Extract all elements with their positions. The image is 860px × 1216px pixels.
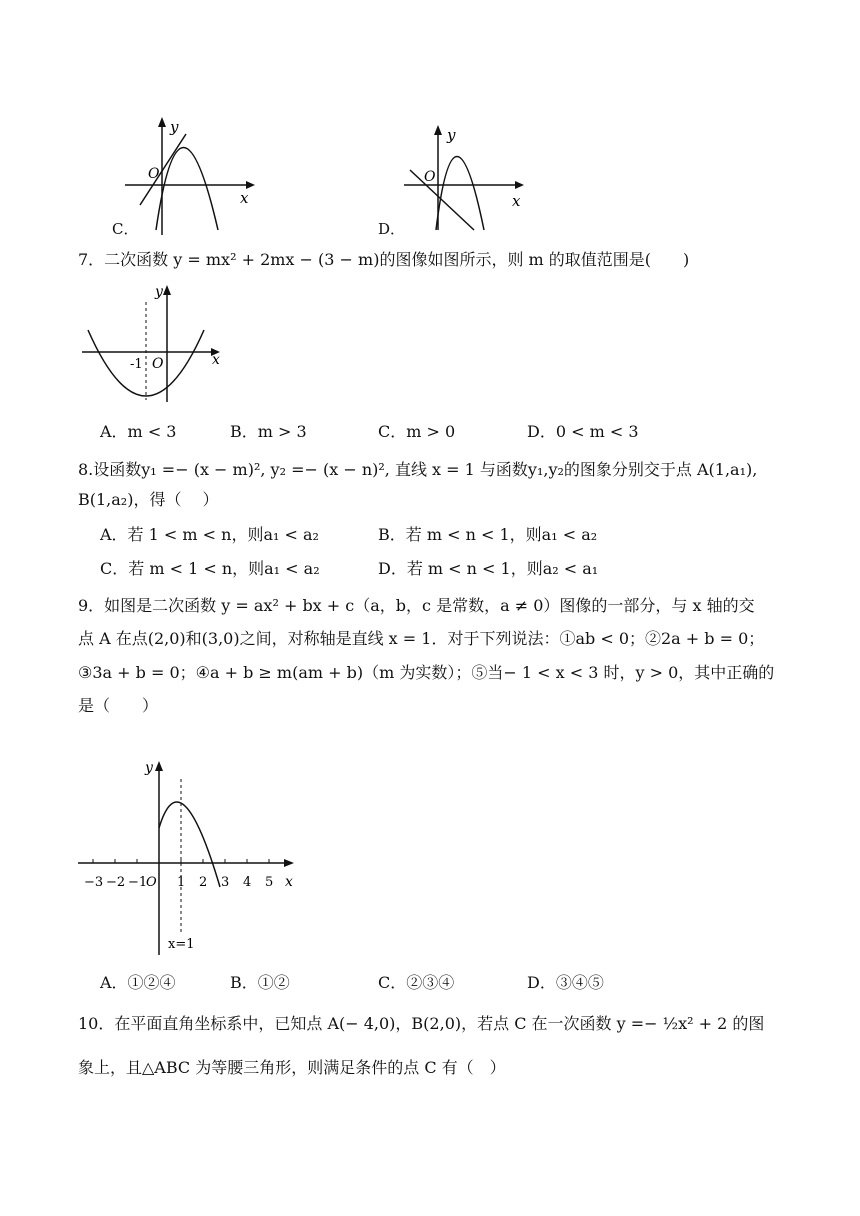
q7-option-d: D．0 < m < 3 <box>527 422 639 441</box>
y-axis-arrow <box>163 285 171 295</box>
axis-x-label: x <box>512 192 521 210</box>
axis-x-label: x <box>212 352 220 368</box>
q10-line-1: 10．在平面直角坐标系中，已知点 A(− 4,0)，B(2,0)，若点 C 在一次函数 y =− ½x² + 2 的图 <box>78 1014 765 1033</box>
straight-line <box>140 134 186 205</box>
x-tick-label: 2 <box>199 875 208 890</box>
q9-line-4: 是（ ） <box>78 696 159 715</box>
y-axis-arrow <box>434 125 442 135</box>
q8-line-2: B(1,a₂)，得（ ） <box>78 490 219 509</box>
x-tick-label: 3 <box>221 875 230 890</box>
parabola <box>156 148 218 231</box>
axis-y-label: y <box>155 284 163 300</box>
axis-x-label: x <box>240 189 249 207</box>
axis-x-label: x <box>285 874 293 890</box>
q7-option-a: A．m < 3 <box>100 422 177 441</box>
axis-y-label: y <box>170 118 179 136</box>
q9-line-1: 9．如图是二次函数 y = ax² + bx + c（a，b，c 是常数，a ≠ 0）图像的一部分，与 x 轴的交 <box>78 596 755 615</box>
axis-y-label: y <box>145 760 153 776</box>
q8-line-1: 8.设函数y₁ =− (x − m)², y₂ =− (x − n)², 直线 x = 1 与函数y₁,y₂的图象分别交于点 A(1,a₁), <box>78 460 758 479</box>
x-tick-label: −1 <box>128 875 148 890</box>
x-tick-label: −2 <box>106 875 126 890</box>
q8-option-c: C．若 m < 1 < n，则a₁ < a₂ <box>100 559 320 578</box>
x-axis-arrow <box>284 859 294 867</box>
option-c-label: C． <box>112 220 139 238</box>
x-tick-label: 5 <box>265 875 274 890</box>
parabola <box>436 157 484 231</box>
q9-option-c: C．②③④ <box>378 973 455 992</box>
x-axis-arrow <box>246 181 255 189</box>
q9-line-2: 点 A 在点(2,0)和(3,0)之间，对称轴是直线 x = 1．对于下列说法：①ab < 0；②2a + b = 0； <box>78 629 765 648</box>
x-tick-label: 1 <box>177 875 186 890</box>
x-tick-label: −3 <box>84 875 104 890</box>
q9-option-b: B．①② <box>230 973 290 992</box>
origin-label: O <box>148 166 160 182</box>
option-d-label: D． <box>378 220 406 238</box>
q8-option-d: D．若 m < n < 1，则a₂ < a₁ <box>378 559 599 578</box>
y-axis-arrow <box>158 117 166 127</box>
axis-y-label: y <box>447 126 456 144</box>
origin-label: O <box>152 356 164 372</box>
q9-option-a: A．①②④ <box>100 973 176 992</box>
x-tick-label: O <box>146 875 157 890</box>
q10-line-2: 象上，且△ABC 为等腰三角形，则满足条件的点 C 有（ ） <box>78 1058 506 1077</box>
y-axis-arrow <box>155 761 163 771</box>
q8-option-b: B．若 m < n < 1，则a₁ < a₂ <box>378 525 598 544</box>
q9-line-3: ③3a + b = 0；④a + b ≥ m(am + b)（m 为实数）；⑤当− 1 < x < 3 时，y > 0，其中正确的 <box>78 663 775 682</box>
x-tick-label: 4 <box>243 875 252 890</box>
tick-minus-one: -1 <box>130 357 143 372</box>
q7-figure <box>80 282 230 407</box>
q7-text: 7．二次函数 y = mx² + 2mx − (3 − m)的图像如图所示，则 m 的取值范围是( ) <box>78 250 690 269</box>
figure-d <box>392 118 542 238</box>
q7-option-b: B．m > 3 <box>230 422 307 441</box>
q7-option-c: C．m > 0 <box>378 422 456 441</box>
q8-option-a: A．若 1 < m < n，则a₁ < a₂ <box>100 525 319 544</box>
parabola <box>159 802 220 887</box>
symmetry-axis-label: x=1 <box>168 937 195 952</box>
x-axis-arrow <box>515 181 524 189</box>
q9-figure <box>70 755 310 960</box>
origin-label: O <box>424 169 436 185</box>
straight-line <box>410 170 474 230</box>
q9-option-d: D．③④⑤ <box>527 973 604 992</box>
